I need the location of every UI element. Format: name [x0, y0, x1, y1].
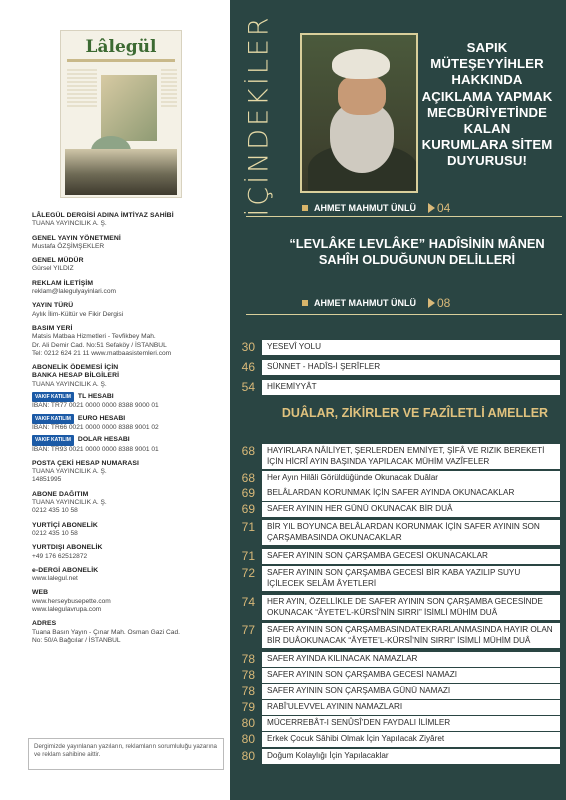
toc-title: MÜCERREBÂT-I SENÛSÎ’DEN FAYDALI İLİMLER: [262, 716, 560, 731]
feature1-page[interactable]: [428, 201, 450, 215]
imprint-heading: ADRES: [32, 620, 57, 628]
toc-row[interactable]: [232, 486, 566, 501]
imprint-line: TUANA YAYINCILIK A. Ş.: [32, 380, 107, 388]
imprint-line: Aylık İlim-Kültür ve Fikir Dergisi: [32, 310, 124, 318]
imprint-line: TUANA YAYINCILIK A. Ş.: [32, 468, 107, 476]
bank-header: [32, 414, 222, 424]
imprint-heading: ABONELİK ÖDEMESİ İÇİN BANKA HESAP BİLGİLERİ: [32, 364, 120, 380]
bank-header: [32, 392, 222, 402]
imprint-line: reklam@lalegulyayinlari.com: [32, 288, 117, 296]
separator-line: [246, 314, 562, 315]
imprint-heading: POSTA ÇEKİ HESAP NUMARASI: [32, 459, 139, 467]
bank-account-name: EURO HESABI: [77, 414, 126, 422]
page-arrow-icon: [428, 298, 435, 308]
imprint-block: [32, 460, 222, 485]
imprint-column: [0, 0, 230, 800]
imprint-heading: LÂLEGÜL DERGİSİ ADINA İMTİYAZ SAHİBİ: [32, 212, 174, 219]
bank-header: [32, 435, 222, 445]
toc-row[interactable]: [232, 360, 566, 375]
imprint-heading: GENEL YAYIN YÖNETMENİ: [32, 234, 121, 242]
imprint-block: [32, 257, 222, 274]
toc-page-number: 46: [241, 360, 255, 374]
imprint-line: Dr. Ali Demir Cad. No:51 Sefaköy / İSTANBUL: [32, 341, 167, 349]
contents-title-text: İÇİNDEKİLER: [243, 13, 275, 217]
section-heading: DUÂLAR, ZİKİRLER VE FAZÎLETLİ AMELLER: [281, 406, 549, 420]
bank-account: [32, 414, 222, 433]
toc-row[interactable]: [232, 749, 566, 764]
imprint-block: [32, 522, 222, 539]
bank-iban: İBAN: TR77 0021 0000 0000 8388 9000 01: [32, 402, 159, 410]
toc-page-number: 69: [241, 502, 255, 516]
imprint-line: Tel: 0212 624 21 11 www.matbaasistemleri.com: [32, 349, 172, 357]
toc-row[interactable]: [232, 595, 566, 620]
cover-text-column: [67, 69, 97, 109]
toc-title: HİKEMİYYÂT: [262, 380, 560, 395]
imprint-line: 0212 435 10 58: [32, 529, 78, 537]
feature2-author-name: AHMET MAHMUT ÜNLÜ: [314, 298, 416, 308]
imprint-line: 14851995: [32, 476, 62, 484]
imprint-line: 0212 435 10 58: [32, 507, 78, 515]
toc-title: Doğum Kolaylığı İçin Yapılacaklar: [262, 749, 560, 764]
imprint-line: www.lalegulavrupa.com: [32, 605, 102, 613]
toc-title: SAFER AYININ SON ÇARŞAMBA GECESİ OKUNACAKLAR: [262, 549, 560, 564]
toc-row[interactable]: [232, 566, 566, 591]
magazine-cover-image: [60, 30, 182, 198]
imprint-block: [32, 235, 222, 252]
toc-page-number: 77: [241, 623, 255, 637]
toc-row[interactable]: [232, 732, 566, 747]
imprint-heading: GENEL MÜDÜR: [32, 257, 84, 265]
toc-title: SÜNNET - HADÎS-İ ŞERÎFLER: [262, 360, 560, 375]
toc-row[interactable]: [232, 716, 566, 731]
toc-row[interactable]: [232, 700, 566, 715]
toc-page-number: 30: [241, 340, 255, 354]
imprint-line: Matsis Matbaa Hizmetleri - Tevfikbey Mah.: [32, 333, 156, 341]
imprint-block: [32, 302, 222, 319]
imprint-block: [32, 544, 222, 561]
toc-page-number: 78: [241, 652, 255, 666]
imprint-block: [32, 325, 222, 358]
toc-title: SAFER AYININ SON ÇARŞAMBASINDATEKRARLANMASINDA HAYIR OLAN BİR DUÂOKUNACAK “ÂYETE’L-KÜRSÎ’NİN SIRRI” İSİMLİ MÜHİM DUÂ: [262, 623, 560, 648]
imprint-heading: YURTİÇİ ABONELİK: [32, 521, 98, 529]
toc-title: SAFER AYININ HER GÜNÜ OKUNACAK BİR DUÂ: [262, 502, 560, 517]
imprint-block: [32, 364, 222, 389]
toc-row[interactable]: [232, 520, 566, 545]
toc-title: SAFER AYININ SON ÇARŞAMBA GECESİ NAMAZI: [262, 668, 560, 683]
feature2-author: [302, 298, 416, 308]
imprint-heading: REKLAM İLETİŞİM: [32, 279, 94, 287]
imprint-line: www.herseybusepette.com: [32, 597, 111, 605]
feature1-author-name: AHMET MAHMUT ÜNLÜ: [314, 203, 416, 213]
cover-tagline-bar: [67, 59, 175, 62]
author-bullet-icon: [302, 300, 308, 306]
feature1-author: [302, 203, 416, 213]
toc-page-number: 78: [241, 684, 255, 698]
toc-page-number: 68: [241, 444, 255, 458]
cover-inset-image: [101, 75, 157, 141]
toc-page-number: 68: [241, 471, 255, 485]
imprint-heading: WEB: [32, 589, 49, 597]
toc-page-number: 79: [241, 700, 255, 714]
imprint-line: www.lalegul.net: [32, 575, 78, 583]
imprint-heading: YURTDIŞI ABONELİK: [32, 544, 103, 552]
cover-logo: Lâlegül: [85, 37, 157, 57]
toc-page-number: 72: [241, 566, 255, 580]
separator-line: [246, 216, 562, 217]
imprint-info: [32, 212, 222, 651]
imprint-heading: BASIM YERİ: [32, 324, 73, 332]
toc-title: Her Ayın Hilâli Görüldüğünde Okunacak Duâlar: [262, 471, 560, 486]
bank-account-name: DOLAR HESABI: [77, 436, 130, 444]
feature2-title[interactable]: “LEVLÂKE LEVLÂKE” HADÎSİNİN MÂNEN SAHÎH OLDUĞUNUN DELİLLERİ: [289, 236, 545, 267]
disclaimer-box: Dergimizde yayınlanan yazıların, reklamların sorumluluğu yazarına ve reklam sahibine aittir.: [28, 738, 224, 770]
toc-title: SAFER AYINDA KILINACAK NAMAZLAR: [262, 652, 560, 667]
feature2-page-number: 08: [437, 296, 451, 310]
imprint-block: [32, 567, 222, 584]
toc-row[interactable]: [232, 444, 566, 469]
toc-row[interactable]: [232, 502, 566, 517]
imprint-block: [32, 491, 222, 516]
toc-title: BİR YIL BOYUNCA BELÂLARDAN KORUNMAK İÇİN SAFER AYININ SON ÇARŞAMBASINDA OKUNACAKLAR: [262, 520, 560, 545]
imprint-line: TUANA YAYINCILIK A. Ş.: [32, 499, 107, 507]
bank-logo-badge: VAKIF KATILIM: [32, 392, 74, 402]
page-arrow-icon: [428, 203, 435, 213]
bank-iban: İBAN: TR93 0021 0000 0000 8388 9001 01: [32, 445, 159, 453]
imprint-block: [32, 589, 222, 614]
imprint-line: Tuana Basın Yayın - Çınar Mah. Osman Gazi Cad.: [32, 628, 180, 636]
cover-photo: [65, 149, 177, 195]
imprint-heading: YAYIN TÜRÜ: [32, 302, 74, 310]
toc-title: SAFER AYININ SON ÇARŞAMBA GÜNÜ NAMAZI: [262, 684, 560, 699]
toc-title: YESEVÎ YOLU: [262, 340, 560, 355]
toc-page-number: 80: [241, 716, 255, 730]
toc-page-number: 71: [241, 549, 255, 563]
imprint-line: No: 50/A Bağcılar / İSTANBUL: [32, 636, 121, 644]
photo-face: [338, 75, 386, 115]
bank-logo-badge: VAKIF KATILIM: [32, 435, 74, 445]
toc-page-number: 80: [241, 732, 255, 746]
toc-row[interactable]: [232, 652, 566, 667]
feature1-title[interactable]: SAPIK MÜTEŞEYYİHLER HAKKINDA AÇIKLAMA YAPMAK MECBÛRİYETİNDE KALAN KURUMLARA SİTEM DUYURUSU!: [421, 40, 553, 169]
bank-iban: İBAN: TR66 0021 0000 0000 8388 9001 02: [32, 423, 159, 431]
toc-title: HER AYIN, ÖZELLİKLE DE SAFER AYININ SON ÇARŞAMBA GECESİNDE OKUNACAK “ÂYETE’L-KÜRSÎ’NİN SIRRI” İSİMLİ MÜHİM DUÂ: [262, 595, 560, 620]
toc-page-number: 54: [241, 380, 255, 394]
imprint-line: Mustafa ÖZŞİMŞEKLER: [32, 242, 105, 250]
imprint-block: [32, 280, 222, 297]
toc-page-number: 78: [241, 668, 255, 682]
feature1-page-number: 04: [437, 201, 451, 215]
toc-row[interactable]: [232, 380, 566, 395]
toc-row[interactable]: [232, 684, 566, 699]
photo-turban: [332, 49, 390, 79]
imprint-heading: ABONE DAĞITIM: [32, 490, 89, 498]
bank-account: [32, 435, 222, 454]
imprint-line: TUANA YAYINCILIK A. Ş.: [32, 220, 107, 228]
imprint-line: Gürsel YILDIZ: [32, 265, 74, 273]
toc-row[interactable]: [232, 549, 566, 564]
toc-page-number: 69: [241, 486, 255, 500]
toc-title: HAYIRLARA NÂİLİYET, ŞERLERDEN EMNİYET, ŞİFÂ VE RIZIK BEREKETİ İÇİN HİCRÎ AYIN BAŞINDA YAPILACAK MÜHİM VAZÎFELER: [262, 444, 560, 469]
cover-text-column: [161, 69, 177, 109]
toc-row[interactable]: [232, 471, 566, 486]
imprint-block: [32, 620, 222, 645]
feature2-page[interactable]: [428, 296, 450, 310]
contents-title-vertical: [243, 13, 275, 217]
toc-page-number: 71: [241, 520, 255, 534]
imprint-heading: e-DERGİ ABONELİK: [32, 566, 99, 574]
toc-title: SAFER AYININ SON ÇARŞAMBA GECESİ BİR KABA YAZILIP SUYU İÇİLECEK SELÂM ÂYETLERİ: [262, 566, 560, 591]
imprint-block: [32, 212, 222, 229]
toc-row[interactable]: [232, 668, 566, 683]
toc-row[interactable]: [232, 623, 566, 648]
table-of-contents: [230, 334, 566, 800]
toc-page-number: 80: [241, 749, 255, 763]
toc-title: Erkek Çocuk Sâhibi Olmak İçin Yapılacak Ziyâret: [262, 732, 560, 747]
toc-title: RABÎ’ULEVVEL AYININ NAMAZLARI: [262, 700, 560, 715]
author-bullet-icon: [302, 205, 308, 211]
toc-page-number: 74: [241, 595, 255, 609]
bank-account-name: TL HESABI: [77, 393, 114, 401]
toc-row[interactable]: [232, 340, 566, 355]
bank-account: [32, 392, 222, 411]
toc-title: BELÂLARDAN KORUNMAK İÇİN SAFER AYINDA OKUNACAKLAR: [262, 486, 560, 501]
imprint-line: +49 176 62512872: [32, 552, 88, 560]
feature-author-photo: [300, 33, 418, 193]
bank-logo-badge: VAKIF KATILIM: [32, 414, 74, 424]
